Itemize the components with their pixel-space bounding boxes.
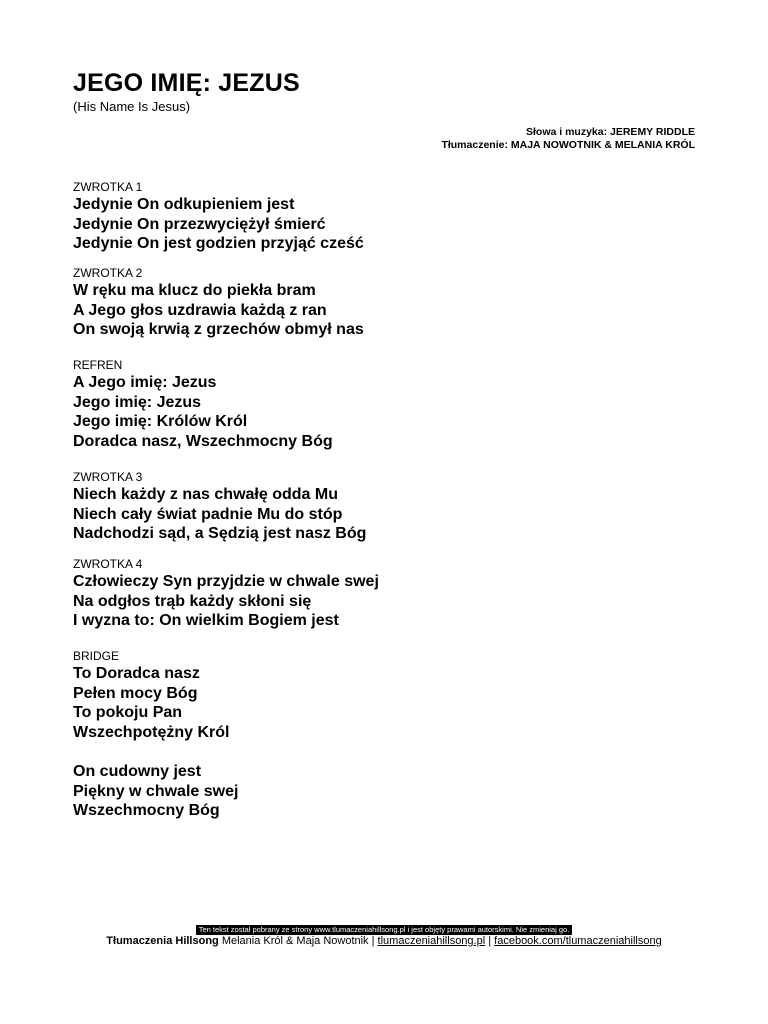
lyric-line: Piękny w chwale swej	[73, 782, 239, 800]
section-verse-4	[73, 557, 379, 631]
section-verse-2	[73, 266, 364, 340]
footer-credits	[0, 934, 768, 948]
section-label: ZWROTKA 3	[73, 470, 143, 484]
lyric-line: W ręku ma klucz do piekła bram	[73, 282, 316, 299]
footer-site-link[interactable]: tlumaczeniahillsong.pl	[377, 935, 486, 947]
lyric-line: On swoją krwią z grzechów obmył nas	[73, 321, 364, 339]
lyric-line: Wszechpotężny Król	[73, 723, 230, 741]
footer-separator: |	[488, 935, 492, 947]
song-subtitle: (His Name Is Jesus)	[73, 99, 191, 114]
lyric-line: Niech cały świat padnie Mu do stóp	[73, 505, 343, 523]
footer-separator: |	[371, 935, 375, 947]
section-label: ZWROTKA 4	[73, 557, 143, 571]
section-label: BRIDGE	[73, 649, 120, 663]
lyric-line: To pokoju Pan	[73, 704, 183, 722]
lyric-line: A Jego imię: Jezus	[73, 374, 217, 391]
lyric-line: Jego imię: Jezus	[73, 393, 202, 411]
lyric-line: Pełen mocy Bóg	[73, 684, 198, 702]
lyric-line: Człowieczy Syn przyjdzie w chwale swej	[73, 573, 379, 590]
section-verse-1	[73, 180, 364, 254]
song-title: JEGO IMIĘ: JEZUS	[73, 69, 300, 97]
lyric-line: Jedynie On jest godzien przyjąć cześć	[73, 235, 364, 253]
lyric-line: Jego imię: Królów Król	[73, 413, 248, 431]
lyric-line: Niech każdy z nas chwałę odda Mu	[73, 486, 338, 503]
lyric-line: Nadchodzi sąd, a Sędzią jest nasz Bóg	[73, 525, 367, 543]
copyright-notice-text: Ten tekst został pobrany ze strony www.tlumaczeniahillsong.pl i jest objęty prawami autorskimi. Nie zmieniaj go.	[196, 925, 573, 935]
credits-translation: Tłumaczenie: MAJA NOWOTNIK & MELANIA KRÓL	[441, 139, 695, 151]
section-verse-3	[73, 470, 366, 544]
lyric-line: Doradca nasz, Wszechmocny Bóg	[73, 432, 333, 450]
section-bridge-part-2	[73, 762, 238, 821]
lyric-line: Jedynie On odkupieniem jest	[73, 196, 295, 213]
lyric-line: On cudowny jest	[73, 763, 202, 780]
footer-authors: Melania Król & Maja Nowotnik	[221, 935, 369, 947]
lyric-line: To Doradca nasz	[73, 665, 200, 682]
section-label: ZWROTKA 2	[73, 266, 143, 280]
footer-facebook-link[interactable]: facebook.com/tlumaczeniahillsong	[494, 935, 662, 947]
lyric-line: I wyzna to: On wielkim Bogiem jest	[73, 612, 339, 630]
section-chorus	[73, 358, 333, 451]
lyric-line: Jedynie On przezwyciężył śmierć	[73, 215, 326, 233]
lyric-line: Wszechmocny Bóg	[73, 802, 220, 820]
song-credits	[441, 126, 695, 152]
lyric-line: Na odgłos trąb każdy skłoni się	[73, 592, 312, 610]
section-label: REFREN	[73, 358, 123, 372]
section-bridge	[73, 649, 229, 742]
lyric-line: A Jego głos uzdrawia każdą z ran	[73, 301, 327, 319]
section-label: ZWROTKA 1	[73, 180, 143, 194]
credits-words-music: Słowa i muzyka: JEREMY RIDDLE	[525, 126, 695, 138]
footer-brand: Tłumaczenia Hillsong	[106, 935, 219, 947]
